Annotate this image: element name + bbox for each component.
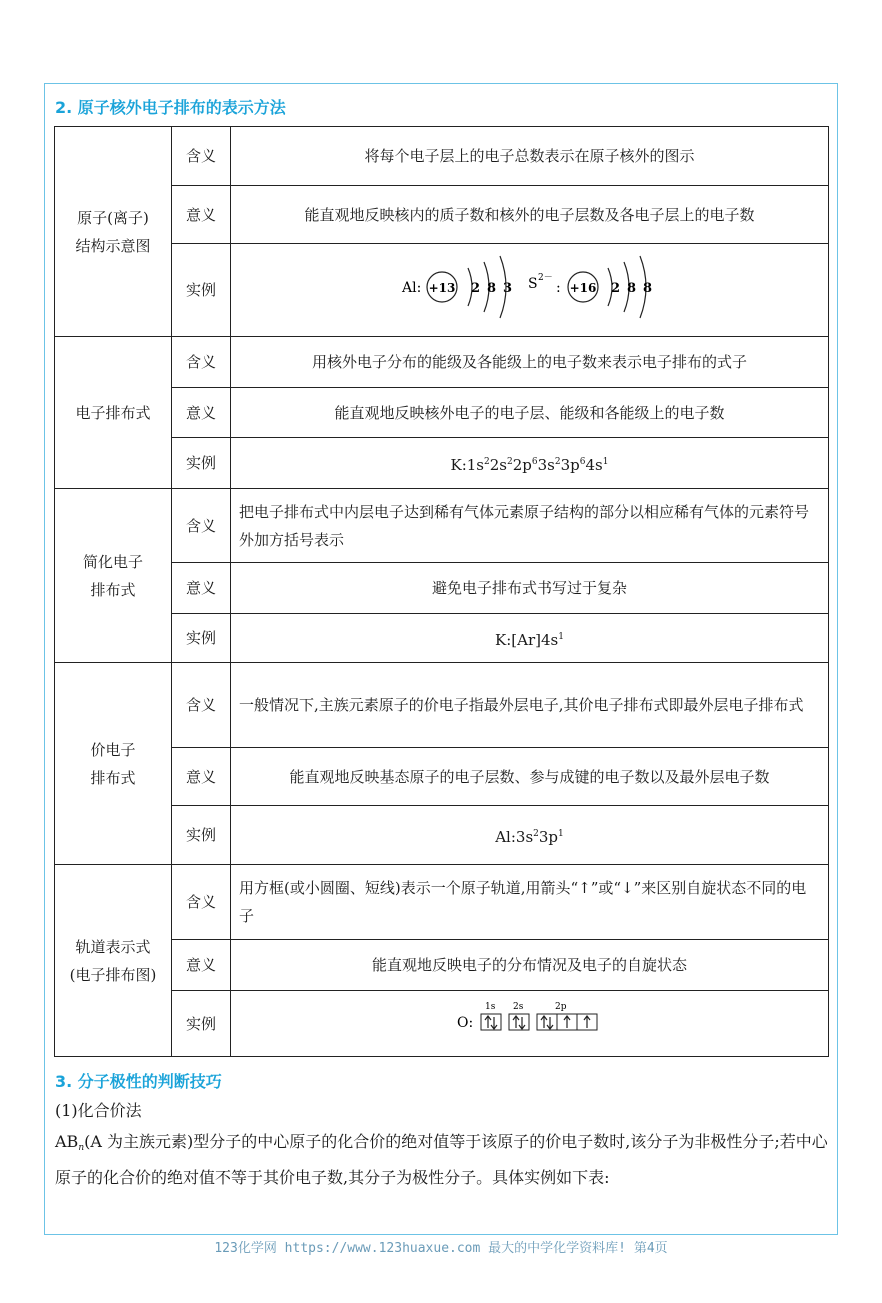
al-shell-1: 2 [470,280,480,296]
label-example: 实例 [172,438,231,489]
table-row [55,186,829,244]
table-row [55,806,829,865]
label-meaning: 含义 [172,127,231,186]
row-category: 电子排布式 [55,337,172,489]
section-title-2: 2. 原子核外电子排布的表示方法 [55,98,286,117]
s-colon: : [555,279,561,296]
orbital-box-1s [481,1014,501,1030]
orbital-box-2s [509,1014,529,1030]
cell-significance: 能直观地反映核外电子的电子层、能级和各能级上的电子数 [231,388,829,438]
label-significance: 意义 [172,748,231,806]
table-row [55,991,829,1057]
cell-example-formula: $K:[Ar]4s^1$ [231,614,829,663]
table-row [55,563,829,614]
page-footer: 123化学网 https://www.123huaxue.com 最大的中学化学资料库! 第4页 [214,1241,668,1256]
table-row [55,865,829,940]
al-nucleus: +13 [428,280,455,295]
cell-significance: 能直观地反映基态原子的电子层数、参与成键的电子数以及最外层电子数 [231,748,829,806]
cell-meaning: 用核外电子分布的能级及各能级上的电子数来表示电子排布的式子 [231,337,829,388]
table-row [55,748,829,806]
label-meaning: 含义 [172,865,231,940]
cell-example-formula: $K:1s^22s^22p^63s^23p^64s^1$ [231,438,829,489]
s-nucleus: +16 [569,280,596,295]
orbital-2p-label: 2p [554,1002,566,1012]
orbital-1s-label: 1s [484,1002,495,1012]
atomic-structure-diagram [380,246,680,326]
cell-significance: 能直观地反映电子的分布情况及电子的自旋状态 [231,940,829,991]
s-shell-3: 8 [642,280,652,296]
s-shell-1: 2 [610,280,620,296]
al-label: Al: [401,279,421,296]
cell-meaning: 用方框(或小圆圈、短线)表示一个原子轨道,用箭头“↑”或“↓”来区别自旋状态不同的电子 [231,865,829,940]
table-row [55,663,829,748]
label-meaning: 含义 [172,489,231,563]
row-category: 简化电子 排布式 [55,489,172,663]
label-example: 实例 [172,991,231,1057]
section-title-3: 3. 分子极性的判断技巧 [55,1072,222,1091]
body-paragraph: $AB_n(A$ 为主族元素)型分子的中心原子的化合价的绝对值等于该原子的价电子数时,该分子为非极性分子;若中心原子的化合价的绝对值不等于其价电子数,其分子为极性分子。具体实例如下表: [55,1132,828,1187]
table-row [55,438,829,489]
label-significance: 意义 [172,563,231,614]
subsection-title: (1)化合价法 [55,1101,142,1120]
table-row [55,388,829,438]
cell-example-formula: $Al:3s^23p^1$ [231,806,829,865]
s-label: S [527,275,538,292]
cell-meaning: 把电子排布式中内层电子达到稀有气体元素原子结构的部分以相应稀有气体的元素符号外加方括号表示 [231,489,829,563]
label-meaning: 含义 [172,337,231,388]
s-charge: 2－ [537,272,553,283]
table-row [55,614,829,663]
table-row [55,244,829,337]
label-meaning: 含义 [172,663,231,748]
table-row [55,127,829,186]
label-significance: 意义 [172,186,231,244]
orbital-2s-label: 2s [512,1002,523,1012]
row-category: 原子(离子) 结构示意图 [55,127,172,337]
table-row [55,337,829,388]
cell-example-structure [231,244,829,337]
al-shell-3: 3 [502,280,512,296]
label-example: 实例 [172,614,231,663]
cell-meaning: 将每个电子层上的电子总数表示在原子核外的图示 [231,127,829,186]
label-significance: 意义 [172,388,231,438]
row-category: 轨道表示式 (电子排布图) [55,865,172,1057]
cell-significance: 避免电子排布式书写过于复杂 [231,563,829,614]
cell-example-orbital [231,991,829,1057]
o-label: O: [456,1015,473,1031]
label-example: 实例 [172,806,231,865]
row-category: 价电子 排布式 [55,663,172,865]
table-row [55,489,829,563]
orbital-diagram [455,999,605,1039]
electron-config-table [54,126,829,1057]
label-significance: 意义 [172,940,231,991]
s-shell-2: 8 [626,280,636,296]
cell-significance: 能直观地反映核内的质子数和核外的电子层数及各电子层上的电子数 [231,186,829,244]
cell-meaning: 一般情况下,主族元素原子的价电子指最外层电子,其价电子排布式即最外层电子排布式 [231,663,829,748]
orbital-box-2p-1 [537,1014,557,1030]
al-shell-2: 8 [486,280,496,296]
table-row [55,940,829,991]
label-example: 实例 [172,244,231,337]
